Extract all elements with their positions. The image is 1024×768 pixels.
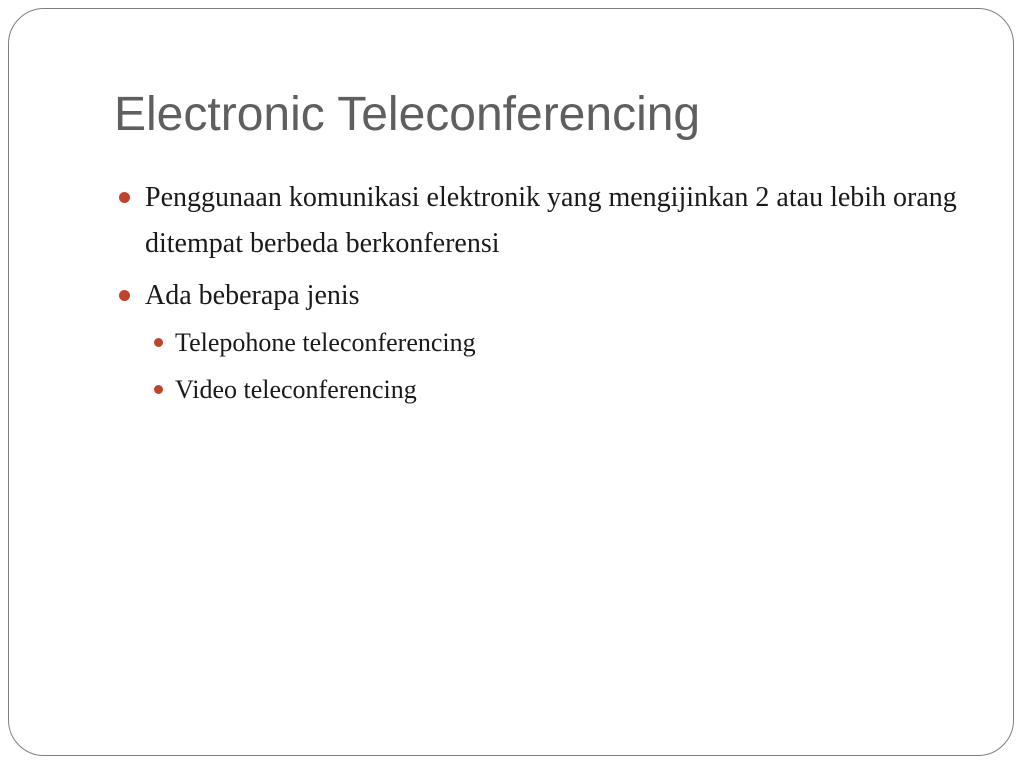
bullet-dot-icon — [119, 192, 130, 203]
sub-bullet-item — [175, 323, 935, 363]
bullet-dot-icon — [119, 290, 130, 301]
bullet-item — [145, 175, 965, 267]
bullet-dot-icon — [154, 385, 163, 394]
bullet-text: Ada beberapa jenis — [145, 280, 360, 311]
bullet-item — [145, 273, 965, 319]
sub-bullet-text: Telepohone teleconferencing — [175, 328, 476, 357]
bullet-dot-icon — [154, 338, 163, 347]
slide — [8, 8, 1014, 756]
sub-bullet-text: Video teleconferencing — [175, 375, 417, 404]
slide-title: Electronic Teleconferencing — [114, 88, 701, 141]
sub-bullet-item — [175, 370, 935, 410]
bullet-text: Penggunaan komunikasi elektronik yang mengijinkan 2 atau lebih orang ditempat berbeda berkonferensi — [145, 182, 957, 259]
